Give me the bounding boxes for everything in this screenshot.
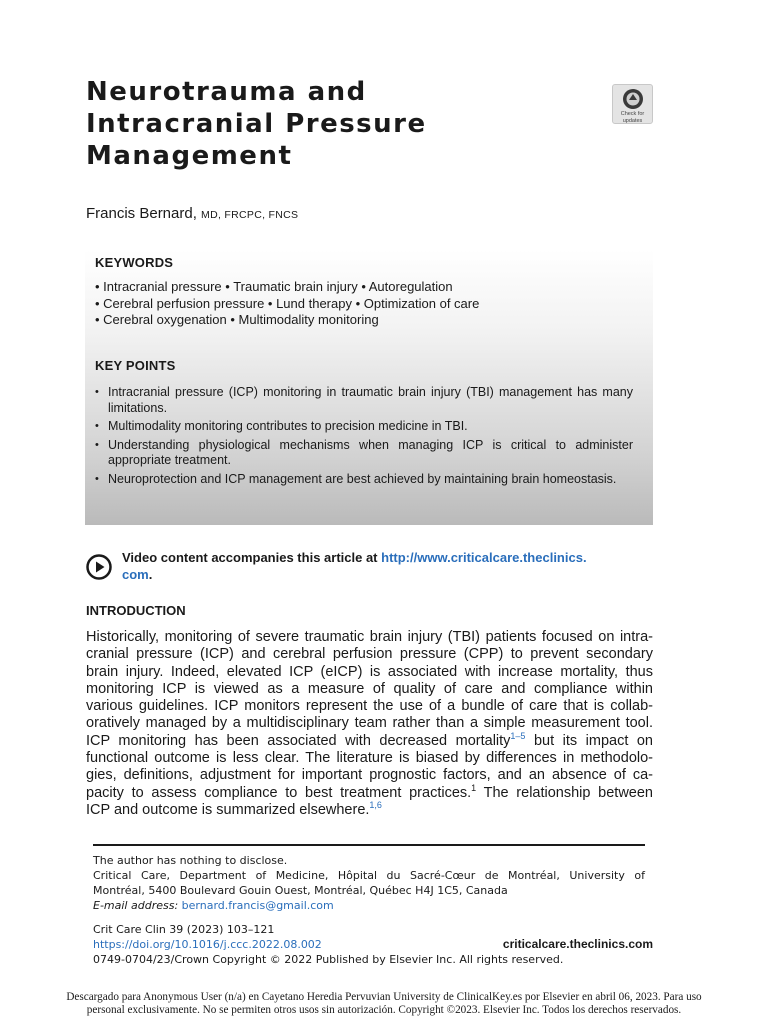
footnotes [93, 853, 645, 913]
keywords-heading: KEYWORDS [95, 255, 174, 270]
keyword-line: • Cerebral perfusion pressure • Lund therapy • Optimization of care [95, 295, 480, 311]
reference-link[interactable]: 1–5 [510, 730, 526, 741]
body-line: oratively managed by a multidisciplinary team rather than a simple measurement tool. [86, 715, 653, 732]
badge-label-2: updates [622, 118, 643, 124]
body-line: brain injury. Indeed, elevated ICP (eICP) is associated with increase mortality, thus [86, 663, 653, 680]
play-icon[interactable] [86, 554, 112, 580]
download-notice-line-1: Descargado para Anonymous User (n/a) en Cayetano Heredia Pervuvian University de ClinicalKey.es por Elsevier en abril 06, 2023. Para uso [66, 991, 702, 1003]
key-point-item: • Multimodality monitoring contributes to precision medicine in TBI. [95, 419, 633, 435]
key-point-item: • Intracranial pressure (ICP) monitoring in traumatic brain injury (TBI) management has many limitations. [95, 385, 633, 416]
introduction-body [86, 629, 653, 819]
journal-citation: Crit Care Clin 39 (2023) 103–121 [93, 923, 275, 936]
download-notice [0, 991, 768, 1017]
body-text: ICP and outcome is summarized elsewhere. [86, 801, 370, 818]
video-link-part-2[interactable]: com [122, 567, 149, 582]
body-line: Historically, monitoring of severe traumatic brain injury (TBI) patients focused on intra- [86, 629, 653, 645]
email-row [93, 898, 645, 913]
author-name: Francis Bernard, [86, 205, 197, 222]
author-credentials: MD, FRCPC, FNCS [201, 209, 299, 221]
citation-block [93, 922, 653, 967]
key-points-heading: KEY POINTS [95, 358, 176, 373]
body-line: cranial pressure (ICP) and cerebral perfusion pressure (CPP) to prevent secondary [86, 646, 653, 663]
check-for-updates-icon [622, 88, 644, 110]
body-text: but its impact on [525, 732, 653, 749]
body-line [86, 730, 653, 750]
doi-link[interactable]: https://doi.org/10.1016/j.ccc.2022.08.002 [93, 938, 322, 951]
article-title [86, 76, 427, 172]
reference-link[interactable]: 1,6 [369, 799, 382, 810]
video-link-part-1[interactable]: http://www.criticalcare.theclinics. [381, 550, 587, 565]
title-line-2: Intracranial Pressure [86, 109, 427, 139]
body-line: gies, definitions, adjustment for important prognostic factors, and an absence of ca- [86, 767, 653, 784]
check-for-updates-badge[interactable] [612, 84, 653, 124]
key-point-item: • Understanding physiological mechanisms when managing ICP is critical to administer appropriate treatment. [95, 438, 633, 469]
keywords-list [95, 279, 479, 329]
affiliation-line-1: Critical Care, Department of Medicine, Hôpital du Sacré-Cœur de Montréal, University of [93, 869, 645, 882]
video-notice [86, 549, 656, 585]
badge-label-1: Check for [620, 111, 645, 117]
doi-row [93, 937, 653, 952]
body-line: functional outcome is less clear. The literature is biased by differences in methodolo- [86, 750, 653, 767]
body-text: ICP monitoring has been associated with decreased mortality [86, 732, 511, 749]
key-points-list [95, 385, 633, 490]
body-line [86, 799, 653, 819]
journal-site[interactable]: criticalcare.theclinics.com [502, 937, 653, 951]
title-line-1: Neurotrauma and [86, 77, 367, 107]
footnote-divider [93, 844, 645, 846]
keywords-keypoints-box [85, 250, 653, 525]
affiliation-line-2: Montréal, 5400 Boulevard Gouin Ouest, Montréal, Québec H4J 1C5, Canada [93, 884, 508, 897]
body-line: monitoring ICP is viewed as a measure of quality of care and compliance within [86, 680, 653, 697]
keyword-line: • Intracranial pressure • Traumatic brain injury • Autoregulation [95, 279, 453, 294]
introduction-heading: INTRODUCTION [86, 603, 186, 618]
download-notice-line-2: personal exclusivamente. No se permiten otros usos sin autorización. Copyright ©2023. Elsevier Inc. Todos los derechos reservados. [86, 1004, 682, 1016]
reference-number: 1 [471, 782, 477, 793]
body-line: various guidelines. ICP monitors represent the use of a bundle of care that is collab- [86, 698, 653, 715]
key-point-item: • Neuroprotection and ICP management are best achieved by maintaining brain homeostasis. [95, 472, 633, 488]
keyword-line: • Cerebral oxygenation • Multimodality monitoring [95, 312, 379, 327]
copyright: 0749-0704/23/Crown Copyright © 2022 Published by Elsevier Inc. All rights reserved. [93, 953, 564, 966]
disclosure: The author has nothing to disclose. [93, 854, 288, 867]
video-text [122, 549, 587, 583]
email-link[interactable]: bernard.francis@gmail.com [181, 899, 334, 912]
body-text: The relationship between [476, 784, 653, 801]
email-label: E-mail address: [93, 899, 179, 912]
video-text-lead: Video content accompanies this article at [122, 550, 378, 565]
body-text: pacity to assess compliance to best treatment practices. [86, 784, 472, 801]
video-text-end: . [148, 567, 153, 582]
author-line [86, 205, 298, 222]
title-line-3: Management [86, 141, 293, 171]
